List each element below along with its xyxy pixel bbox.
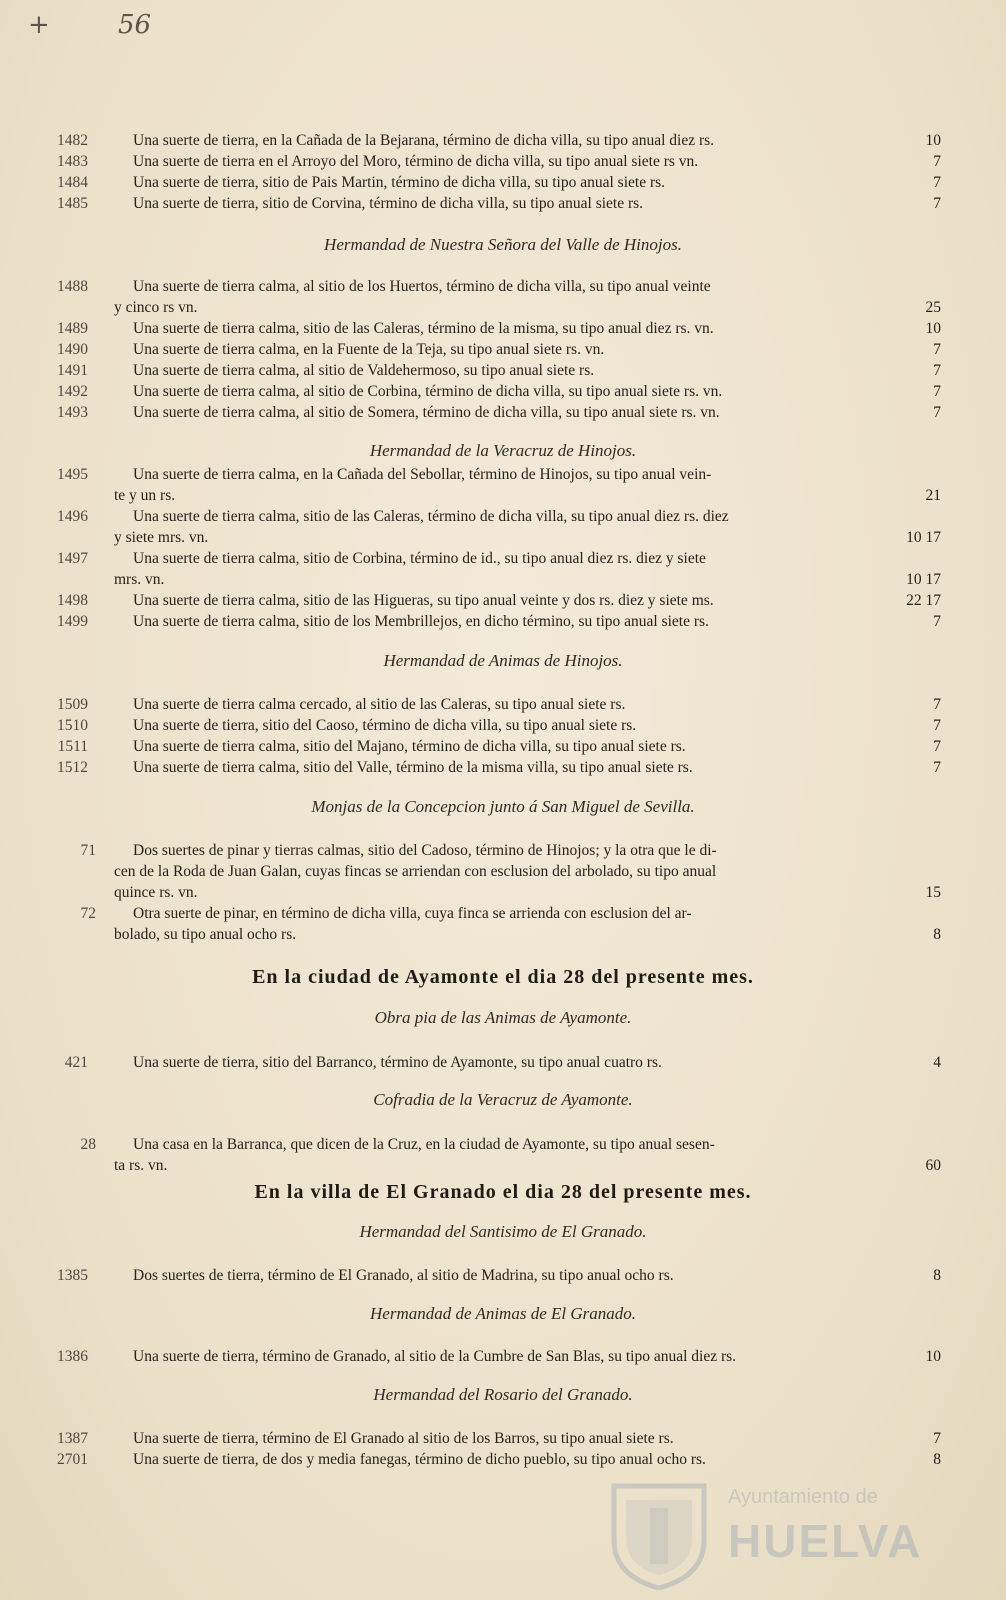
lot-description-line: Una suerte de tierra, sitio del Barranco, término de Ayamonte, su tipo anual cuatro rs. bbox=[133, 1054, 662, 1071]
lot-number: 1509 bbox=[57, 696, 88, 713]
lot-number: 71 bbox=[80, 842, 96, 859]
lot-description-line: Dos suertes de tierra, término de El Granado, al sitio de Madrina, su tipo anual ocho rs. bbox=[133, 1267, 674, 1284]
section-heading: Hermandad de Nuestra Señora del Valle de Hinojos. bbox=[324, 235, 682, 254]
lot-description-line: Una casa en la Barranca, que dicen de la Cruz, en la ciudad de Ayamonte, su tipo anual sesen- bbox=[133, 1136, 715, 1153]
lot-number: 1387 bbox=[57, 1430, 88, 1447]
lot-amount: 7 bbox=[933, 174, 941, 191]
lot-amount: 7 bbox=[933, 1430, 941, 1447]
lot-amount: 7 bbox=[933, 696, 941, 713]
town-heading: En la villa de El Granado el dia 28 del presente mes. bbox=[254, 1181, 752, 1203]
lot-number: 2701 bbox=[57, 1451, 88, 1468]
lot-amount: 10 17 bbox=[906, 571, 941, 588]
lot-number: 421 bbox=[64, 1054, 88, 1071]
lot-number: 1491 bbox=[57, 362, 88, 379]
lot-description-line: Una suerte de tierra, término de El Granado al sitio de los Barros, su tipo anual siete rs. bbox=[133, 1430, 674, 1447]
lot-description-line: ta rs. vn. bbox=[114, 1157, 168, 1174]
lot-amount: 22 17 bbox=[906, 592, 941, 609]
lot-description-line: Una suerte de tierra calma, al sitio de Corbina, término de dicha villa, su tipo anual siete rs. vn. bbox=[133, 383, 723, 400]
lot-description-line: bolado, su tipo anual ocho rs. bbox=[114, 926, 297, 943]
section-heading: Hermandad del Santisimo de El Granado. bbox=[359, 1222, 647, 1241]
lot-description-line: mrs. vn. bbox=[114, 571, 165, 588]
lot-amount: 10 bbox=[925, 320, 941, 337]
lot-amount: 7 bbox=[933, 383, 941, 400]
lot-description-line: Una suerte de tierra calma, al sitio de Somera, término de dicha villa, su tipo anual siete rs. vn. bbox=[133, 404, 720, 421]
handwritten-mark-left: + bbox=[28, 10, 50, 40]
lot-amount: 25 bbox=[925, 299, 941, 316]
lot-number: 1489 bbox=[57, 320, 88, 337]
lot-amount: 4 bbox=[933, 1054, 941, 1071]
lot-description-line: Una suerte de tierra calma, sitio del Majano, término de dicha villa, su tipo anual siete rs. bbox=[133, 738, 686, 755]
lot-description-line: Una suerte de tierra calma, sitio de los Membrillejos, en dicho término, su tipo anual siete rs. bbox=[133, 613, 709, 630]
lot-number: 1485 bbox=[57, 195, 88, 212]
lot-amount: 7 bbox=[933, 404, 941, 421]
lot-description-line: Una suerte de tierra, sitio de Corvina, término de dicha villa, su tipo anual siete rs. bbox=[133, 195, 644, 212]
lot-number: 1488 bbox=[57, 278, 88, 295]
section-heading: Cofradia de la Veracruz de Ayamonte. bbox=[373, 1090, 633, 1109]
lot-number: 1493 bbox=[57, 404, 88, 421]
lot-amount: 7 bbox=[933, 738, 941, 755]
lot-description-line: Una suerte de tierra calma, sitio de las Caleras, término de la misma, su tipo anual diez rs. vn. bbox=[133, 320, 714, 337]
lot-description-line: Una suerte de tierra calma, en la Cañada del Sebollar, término de Hinojos, su tipo anual vein- bbox=[133, 466, 712, 483]
lot-amount: 8 bbox=[933, 1267, 941, 1284]
lot-number: 1498 bbox=[57, 592, 88, 609]
lot-amount: 7 bbox=[933, 195, 941, 212]
watermark bbox=[598, 1478, 928, 1590]
watermark-line2: HUELVA bbox=[728, 1515, 923, 1567]
lot-description-line: Una suerte de tierra calma, en la Fuente de la Teja, su tipo anual siete rs. vn. bbox=[133, 341, 605, 358]
lot-description-line: Una suerte de tierra calma, sitio de las Caleras, término de dicha villa, su tipo anual diez rs. diez bbox=[133, 508, 729, 525]
lot-amount: 60 bbox=[925, 1157, 941, 1174]
lot-number: 1512 bbox=[57, 759, 88, 776]
lot-amount: 7 bbox=[933, 341, 941, 358]
lot-description-line: Una suerte de tierra, en la Cañada de la Bejarana, término de dicha villa, su tipo anual diez rs. bbox=[133, 132, 715, 149]
lot-number: 1499 bbox=[57, 613, 88, 630]
lot-number: 1492 bbox=[57, 383, 88, 400]
lot-number: 1511 bbox=[57, 738, 88, 755]
lot-description-line: cen de la Roda de Juan Galan, cuyas fincas se arriendan con esclusion del arbolado, su tipo anual bbox=[114, 863, 717, 880]
lot-number: 1386 bbox=[57, 1348, 88, 1365]
lot-description-line: Una suerte de tierra, sitio del Caoso, término de dicha villa, su tipo anual siete rs. bbox=[133, 717, 637, 734]
lot-description-line: Una suerte de tierra calma, al sitio de Valdehermoso, su tipo anual siete rs. bbox=[133, 362, 595, 379]
lot-description-line: Una suerte de tierra, término de Granado, al sitio de la Cumbre de San Blas, su tipo anual diez rs. bbox=[133, 1348, 737, 1365]
section-heading: Hermandad de Animas de Hinojos. bbox=[383, 651, 623, 670]
lot-amount: 7 bbox=[933, 759, 941, 776]
lot-description-line: Una suerte de tierra calma cercado, al sitio de las Caleras, su tipo anual siete rs. bbox=[133, 696, 626, 713]
section-heading: Hermandad de la Veracruz de Hinojos. bbox=[369, 441, 637, 460]
lot-number: 72 bbox=[80, 905, 96, 922]
lot-description-line: Una suerte de tierra calma, sitio del Valle, término de la misma villa, su tipo anual siete rs. bbox=[133, 759, 693, 776]
lot-amount: 10 bbox=[925, 132, 941, 149]
lot-description-line: y cinco rs vn. bbox=[114, 299, 198, 316]
lot-description-line: Una suerte de tierra, de dos y media fanegas, término de dicho pueblo, su tipo anual ocho rs. bbox=[133, 1451, 706, 1468]
lot-number: 1490 bbox=[57, 341, 88, 358]
lot-amount: 21 bbox=[925, 487, 941, 504]
lot-number: 28 bbox=[80, 1136, 96, 1153]
lot-description-line: Una suerte de tierra calma, sitio de las Higueras, su tipo anual veinte y dos rs. diez y siete ms. bbox=[133, 592, 714, 609]
lot-description-line: te y un rs. bbox=[114, 487, 176, 504]
lot-description-line: Una suerte de tierra en el Arroyo del Moro, término de dicha villa, su tipo anual siete rs vn. bbox=[133, 153, 699, 170]
watermark-line1: Ayuntamiento de bbox=[728, 1486, 878, 1508]
lot-amount: 10 17 bbox=[906, 529, 941, 546]
lot-number: 1510 bbox=[57, 717, 88, 734]
handwritten-mark-right: 56 bbox=[118, 10, 152, 40]
shield-icon bbox=[604, 1478, 714, 1590]
lot-number: 1495 bbox=[57, 466, 88, 483]
lot-amount: 7 bbox=[933, 613, 941, 630]
lot-number: 1482 bbox=[57, 132, 88, 149]
town-heading: En la ciudad de Ayamonte el dia 28 del presente mes. bbox=[252, 966, 754, 988]
section-heading: Hermandad del Rosario del Granado. bbox=[373, 1385, 633, 1404]
lot-amount: 15 bbox=[925, 884, 941, 901]
lot-amount: 8 bbox=[933, 926, 941, 943]
lot-amount: 7 bbox=[933, 362, 941, 379]
lot-description-line: Otra suerte de pinar, en término de dicha villa, cuya finca se arrienda con esclusion del ar- bbox=[133, 905, 692, 922]
lot-number: 1496 bbox=[57, 508, 88, 525]
lot-number: 1497 bbox=[57, 550, 88, 567]
lot-description-line: Una suerte de tierra calma, sitio de Corbina, término de id., su tipo anual diez rs. diez y siete bbox=[133, 550, 706, 567]
lot-amount: 8 bbox=[933, 1451, 941, 1468]
lot-description-line: quince rs. vn. bbox=[114, 884, 198, 901]
lot-number: 1385 bbox=[57, 1267, 88, 1284]
lot-description-line: y siete mrs. vn. bbox=[114, 529, 209, 546]
section-heading: Obra pia de las Animas de Ayamonte. bbox=[374, 1008, 632, 1027]
lot-amount: 7 bbox=[933, 717, 941, 734]
section-heading: Hermandad de Animas de El Granado. bbox=[370, 1304, 636, 1323]
lot-description-line: Una suerte de tierra, sitio de Pais Martin, término de dicha villa, su tipo anual siete rs. bbox=[133, 174, 666, 191]
lot-description-line: Una suerte de tierra calma, al sitio de los Huertos, término de dicha villa, su tipo anual veinte bbox=[133, 278, 711, 295]
section-heading: Monjas de la Concepcion junto á San Miguel de Sevilla. bbox=[311, 797, 695, 816]
lot-description-line: Dos suertes de pinar y tierras calmas, sitio del Cadoso, término de Hinojos; y la otra que le di- bbox=[133, 842, 717, 859]
lot-amount: 10 bbox=[925, 1348, 941, 1365]
lot-amount: 7 bbox=[933, 153, 941, 170]
lot-number: 1483 bbox=[57, 153, 88, 170]
lot-number: 1484 bbox=[57, 174, 88, 191]
